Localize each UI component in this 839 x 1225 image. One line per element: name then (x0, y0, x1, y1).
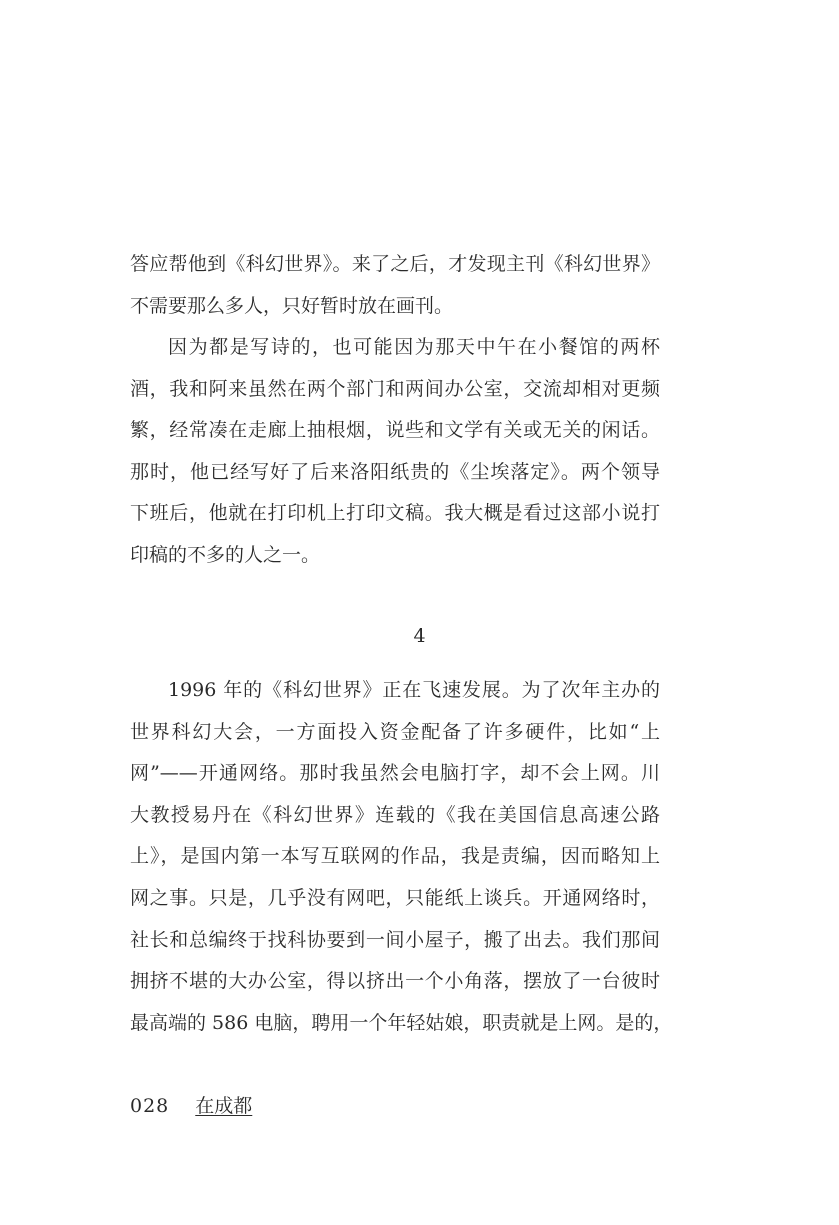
paragraph (130, 327, 660, 577)
text-line: 答应帮他到《科幻世界》。来了之后，才发现主刊《科幻世界》 (130, 253, 660, 275)
paragraph (130, 670, 673, 1044)
text-line: 下班后，他就在打印机上打印文稿。我大概是看过这部小说打 (130, 502, 660, 525)
text-line: 不需要那么多人，只好暂时放在画刊。 (130, 294, 454, 317)
text-line: 因为都是写诗的，也可能因为那天中午在小餐馆的两杯 (168, 336, 660, 358)
page-footer (130, 1091, 252, 1118)
page-number: 028 (130, 1095, 170, 1117)
paragraph-continued (130, 244, 660, 327)
text-line: 繁，经常凑在走廊上抽根烟，说些和文学有关或无关的闲话。 (130, 419, 660, 442)
text-line: 世界科幻大会，一方面投入资金配备了许多硬件，比如“上 (130, 720, 660, 743)
text-line: 大教授易丹在《科幻世界》连载的《我在美国信息高速公路 (130, 803, 660, 826)
text-line: 拥挤不堪的大办公室，得以挤出一个小角落，摆放了一台彼时 (130, 970, 660, 993)
text-line: 那时，他已经写好了后来洛阳纸贵的《尘埃落定》。两个领导 (130, 460, 660, 483)
text-line: 酒，我和阿来虽然在两个部门和两间办公室，交流却相对更频 (130, 377, 660, 400)
section-number: 4 (413, 625, 426, 647)
text-line: 1996 年的《科幻世界》正在飞速发展。为了次年主办的 (168, 679, 660, 701)
text-line: 社长和总编终于找科协要到一间小屋子，搬了出去。我们那间 (130, 928, 660, 951)
book-title: 在成都 (195, 1095, 253, 1117)
text-line: 最高端的 586 电脑，聘用一个年轻姑娘，职责就是上网。是的， (130, 1011, 673, 1034)
text-line: 上》，是国内第一本写互联网的作品，我是责编，因而略知上 (130, 845, 660, 868)
text-line: 网之事。只是，几乎没有网吧，只能纸上谈兵。开通网络时， (130, 886, 660, 909)
text-line: 网”——开通网络。那时我虽然会电脑打字，却不会上网。川 (130, 762, 660, 785)
text-line: 印稿的不多的人之一。 (130, 543, 321, 566)
